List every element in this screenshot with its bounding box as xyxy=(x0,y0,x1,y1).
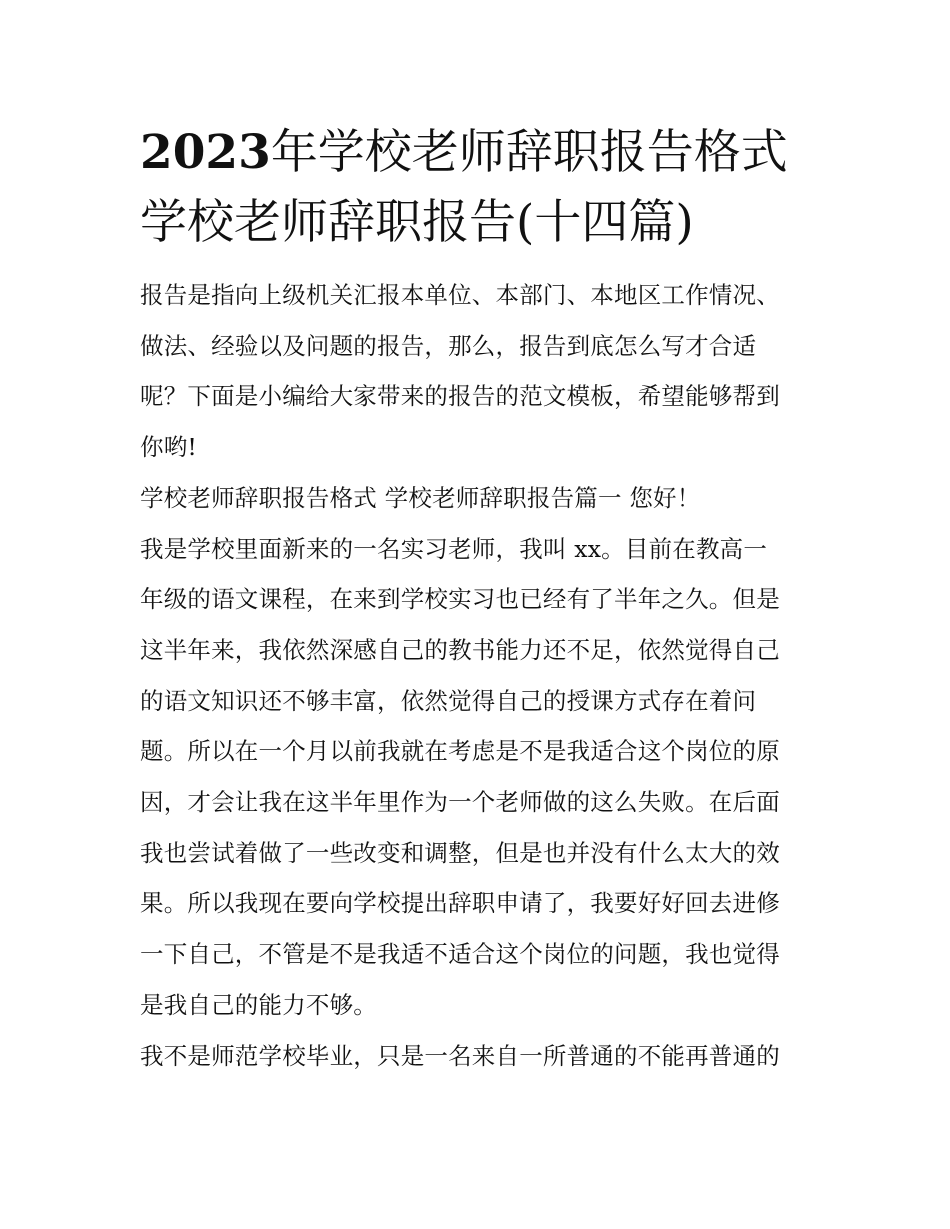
text-line: 年级的语文课程，在来到学校实习也已经有了半年之久。但是 xyxy=(140,585,780,614)
text-line: 你哟! xyxy=(140,433,198,462)
text-line: 做法、经验以及问题的报告，那么，报告到底怎么写才合适 xyxy=(140,331,757,360)
text-line: 这半年来，我依然深感自己的教书能力还不足，依然觉得自己 xyxy=(140,635,780,664)
paragraph-section-heading xyxy=(140,473,815,524)
text-line: 的语文知识还不够丰富，依然觉得自己的授课方式存在着问 xyxy=(140,686,757,715)
title-line-2: 学校老师辞职报告(十四篇) xyxy=(140,195,694,250)
paragraph-intro xyxy=(140,270,815,473)
text-line: 因，才会让我在这半年里作为一个老师做的这么失败。在后面 xyxy=(140,788,780,817)
text-line: 报告是指向上级机关汇报本单位、本部门、本地区工作情况、 xyxy=(140,281,780,309)
text-line: 果。所以我现在要向学校提出辞职申请了，我要好好回去进修 xyxy=(140,889,780,918)
text-line: 一下自己，不管是不是我适不适合这个岗位的问题，我也觉得 xyxy=(140,940,780,969)
document-title xyxy=(140,118,815,258)
text-line: 我是学校里面新来的一名实习老师，我叫 xx。目前在教高一 xyxy=(140,534,768,563)
text-line: 我不是师范学校毕业，只是一名来自一所普通的不能再普通的 xyxy=(140,1041,780,1070)
document-page xyxy=(140,118,815,1081)
text-line: 题。所以在一个月以前我就在考虑是不是我适合这个岗位的原 xyxy=(140,737,780,766)
document-body xyxy=(140,270,815,1081)
paragraph-body xyxy=(140,524,815,1031)
title-line-1-text: 年学校老师辞职报告格式 xyxy=(270,125,788,180)
text-line: 是我自己的能力不够。 xyxy=(140,990,377,1019)
title-line-1 xyxy=(140,118,815,188)
text-line: 呢？下面是小编给大家带来的报告的范文模板，希望能够帮到 xyxy=(140,382,780,411)
title-year: 2023 xyxy=(140,125,271,180)
paragraph-continued xyxy=(140,1031,815,1082)
text-line: 我也尝试着做了一些改变和调整，但是也并没有什么太大的效 xyxy=(140,838,780,867)
text-line: 学校老师辞职报告格式 学校老师辞职报告篇一 您好！ xyxy=(140,483,701,512)
